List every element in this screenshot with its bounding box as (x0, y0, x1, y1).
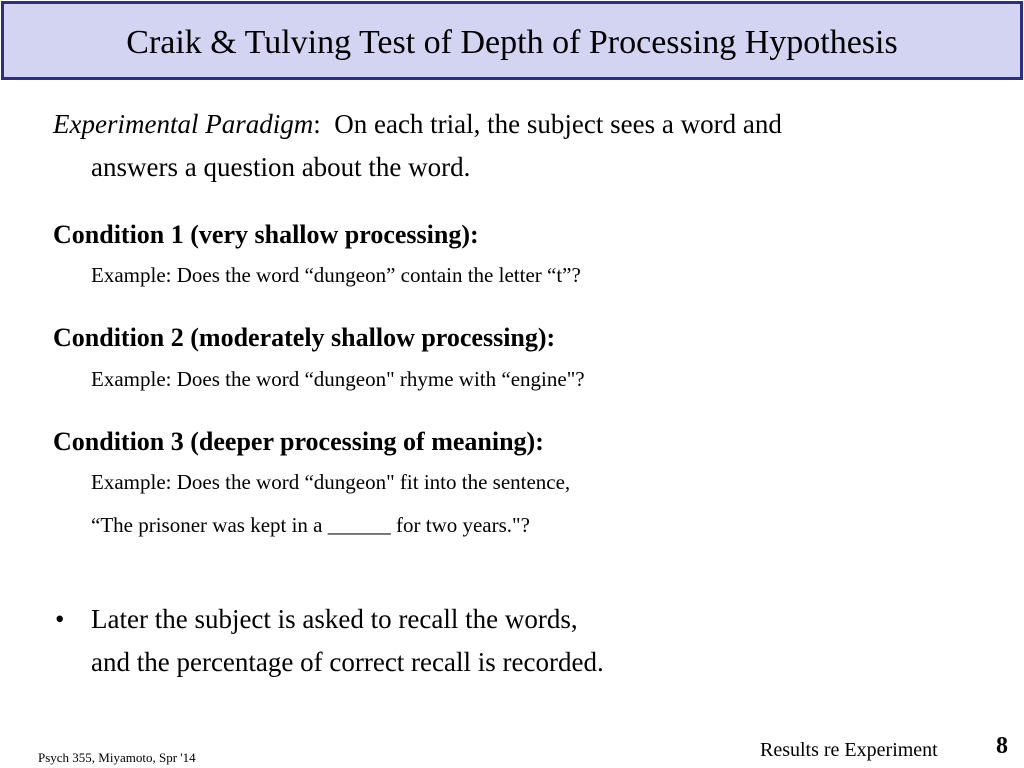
paradigm-separator: : (313, 109, 335, 139)
bullet-dot: • (55, 604, 65, 634)
paradigm-line-2: answers a question about the word. (91, 152, 471, 182)
condition-3-example-line-2: “The prisoner was kept in a ______ for two years."? (91, 513, 530, 537)
footer-course-label: Psych 355, Miyamoto, Spr '14 (38, 750, 196, 765)
paradigm-line-1 (53, 108, 782, 140)
paradigm-description: On each trial, the subject sees a word and (334, 109, 782, 139)
slide-title-bar (1, 1, 1023, 80)
paradigm-term: Experimental Paradigm (53, 109, 314, 139)
condition-1-heading: Condition 1 (very shallow processing): (53, 220, 479, 249)
slide-title: Craik & Tulving Test of Depth of Processing Hypothesis (126, 24, 898, 61)
condition-1-example: Example: Does the word “dungeon” contain the letter “t”? (91, 263, 581, 287)
bullet-line-2: and the percentage of correct recall is recorded. (91, 647, 604, 677)
bullet-line-1: Later the subject is asked to recall the words, (91, 604, 578, 634)
condition-3-example-line-1: Example: Does the word “dungeon" fit into the sentence, (91, 470, 571, 494)
condition-2-heading: Condition 2 (moderately shallow processing): (53, 323, 556, 352)
next-slide-link[interactable]: Results re Experiment (760, 739, 938, 761)
condition-2-example: Example: Does the word “dungeon" rhyme with “engine"? (91, 367, 585, 391)
condition-3-heading: Condition 3 (deeper processing of meaning): (53, 427, 544, 456)
page-number: 8 (996, 733, 1008, 759)
